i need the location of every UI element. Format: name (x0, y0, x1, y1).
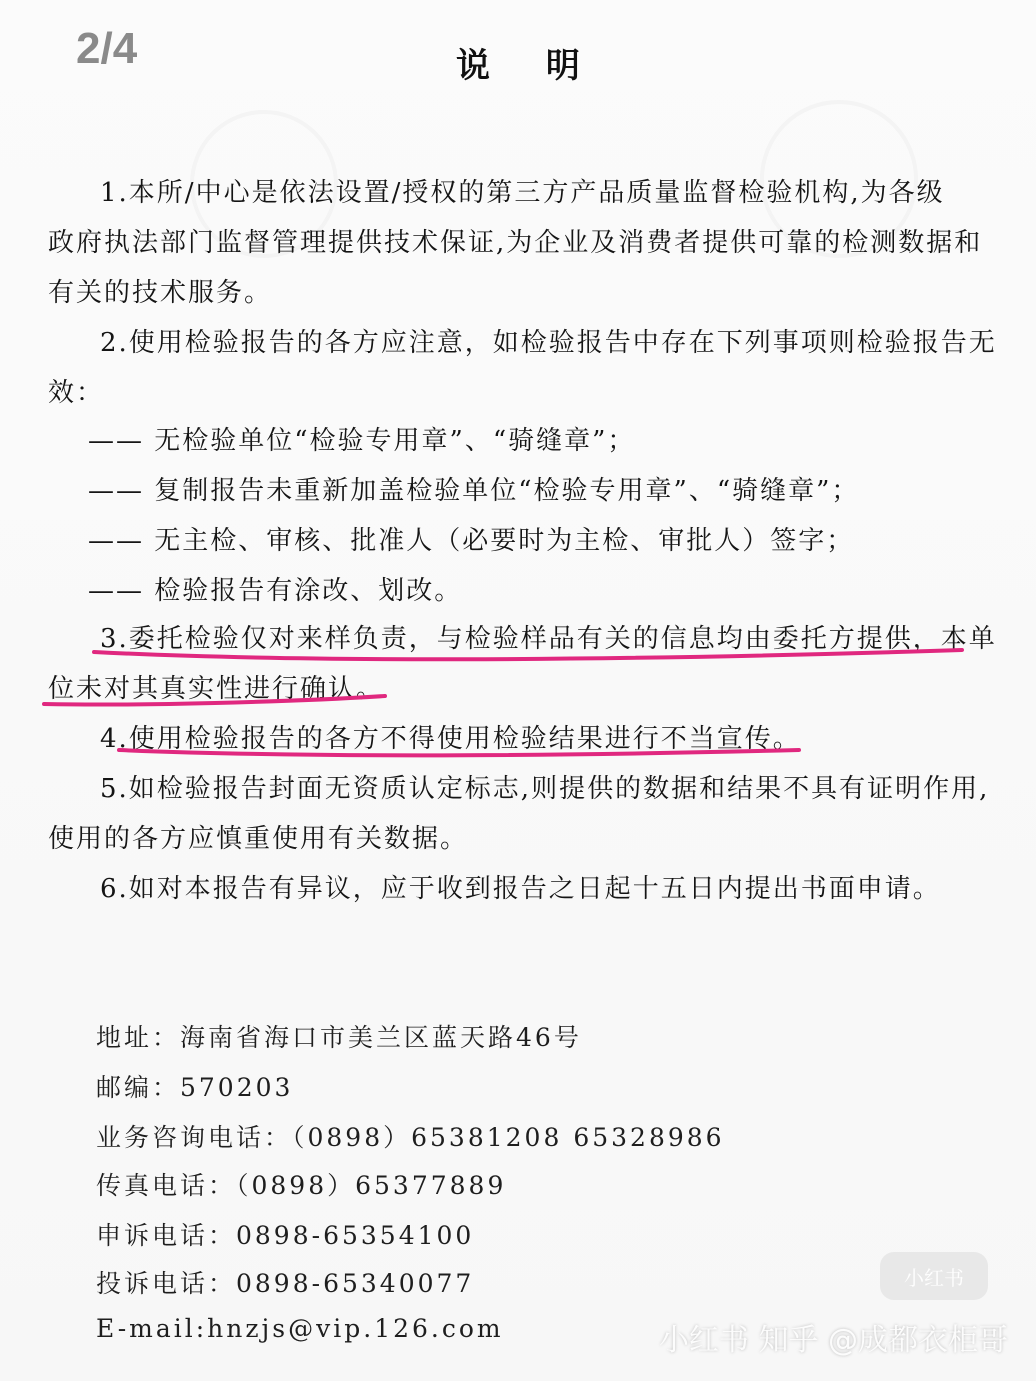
paragraph-4-line-1: 4.使用检验报告的各方不得使用检验结果进行不当宣传。 (100, 724, 801, 754)
paragraph-1-line-3: 有关的技术服务。 (48, 278, 273, 308)
appeal-phone: 申诉电话：0898-65354100 (96, 1221, 475, 1250)
paragraph-5-line-2: 使用的各方应慎重使用有关数据。 (48, 824, 469, 854)
email-address: E-mail:hnzjs@vip.126.com (96, 1314, 504, 1343)
paragraph-3-line-2: 位未对其真实性进行确认。 (48, 674, 385, 704)
address: 地址：海南省海口市美兰区蓝天路46号 (96, 1023, 582, 1052)
page-title: 说 明 (456, 46, 602, 86)
list-item: —— 复制报告未重新加盖检验单位“检验专用章”、“骑缝章”； (88, 476, 860, 506)
paragraph-2-line-1: 2.使用检验报告的各方应注意，如检验报告中存在下列事项则检验报告无 (100, 328, 997, 358)
complaint-phone: 投诉电话：0898-65340077 (96, 1269, 475, 1298)
business-phone: 业务咨询电话：（0898）65381208 65328986 (96, 1123, 725, 1152)
paragraph-1-line-1: 1.本所/中心是依法设置/授权的第三方产品质量监督检验机构,为各级 (100, 178, 945, 208)
postcode: 邮编：570203 (96, 1073, 294, 1102)
paragraph-1-line-2: 政府执法部门监督管理提供技术保证,为企业及消费者提供可靠的检测数据和 (48, 228, 983, 258)
paragraph-2-line-2: 效： (48, 378, 105, 408)
paragraph-3-line-1: 3.委托检验仅对来样负责，与检验样品有关的信息均由委托方提供，本单 (100, 624, 997, 654)
list-item: —— 检验报告有涂改、划改。 (88, 576, 463, 606)
fax-number: 传真电话：（0898）65377889 (96, 1171, 507, 1200)
xiaohongshu-logo-badge: 小红书 (880, 1252, 988, 1300)
paragraph-5-line-1: 5.如检验报告封面无资质认定标志,则提供的数据和结果不具有证明作用, (100, 774, 990, 804)
list-item: —— 无主检、审核、批准人（必要时为主检、审批人）签字； (88, 526, 855, 556)
watermark-text: 小红书 知乎 @成都衣柜哥 (658, 1323, 1008, 1358)
paragraph-6-line-1: 6.如对本报告有异议，应于收到报告之日起十五日内提出书面申请。 (100, 874, 941, 904)
list-item: —— 无检验单位“检验专用章”、“骑缝章”； (88, 426, 636, 456)
page-counter: 2/4 (76, 24, 138, 73)
